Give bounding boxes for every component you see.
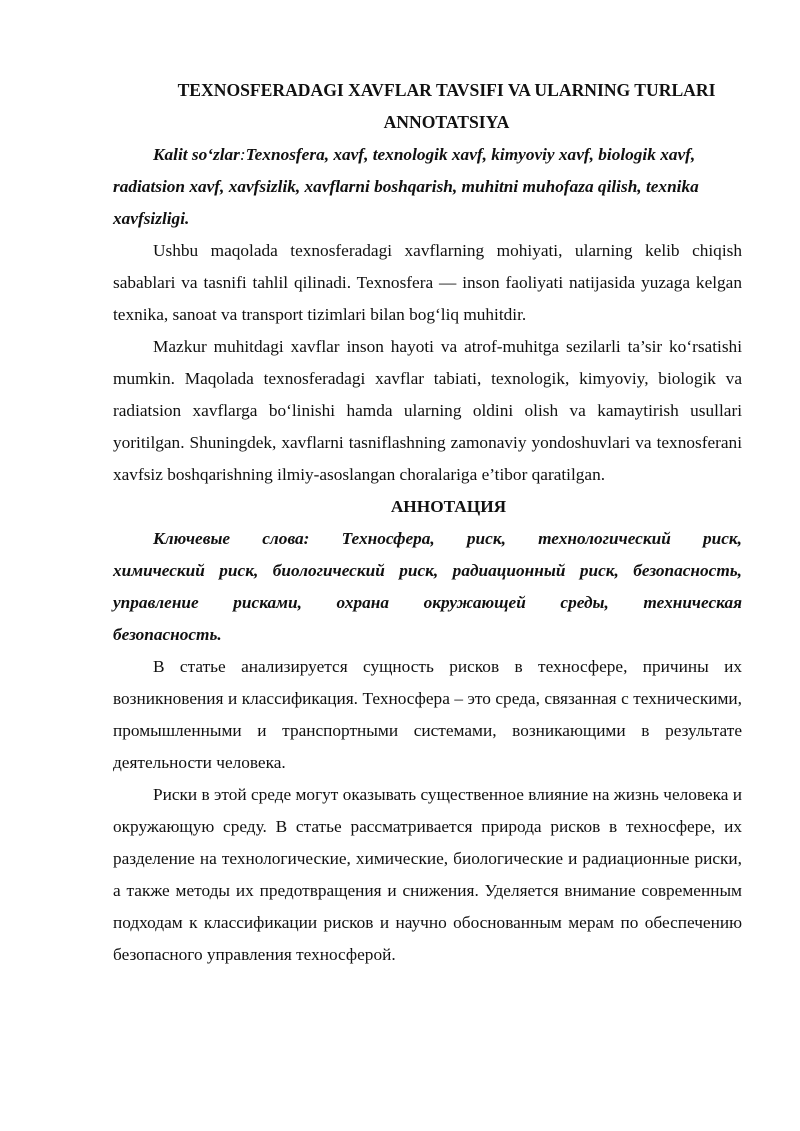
keywords-ru-line-3: управление рисками, охрана окружающей среды, техническая xyxy=(113,593,742,612)
keywords-ru xyxy=(113,523,742,651)
paragraph-uz-2: Mazkur muhitdagi xavflar inson hayoti va atrof-muhitga sezilarli ta’sir ko‘rsatishi mumkin. Maqolada texnosferadagi xavflar tabiati, texnologik, kimyoviy, biologik va radiatsion xavflarga bo‘linishi hamda ularning oldini olish va kamaytirish usullari yoritilgan. Shuningdek, xavflarni tasniflashning zamonaviy yondoshuvlari va texnosferani xavfsiz boshqarishning ilmiy-asoslangan choralariga e’tibor qaratilgan. xyxy=(113,337,742,484)
keywords-ru-line-1: Ключевые слова: Техносфера, риск, технологический риск, xyxy=(153,529,742,548)
keywords-uz xyxy=(113,139,742,235)
keywords-uz-text: Texnosfera, xavf, texnologik xavf, kimyoviy xavf, biologik xavf, radiatsion xavf, xavfsizlik, xavflarni boshqarish, muhitni muhofaza qilish, texnika xavfsizligi. xyxy=(113,145,699,228)
paragraph-ru-1: В статье анализируется сущность рисков в техносфере, причины их возникновения и классификация. Техносфера – это среда, связанная с техническими, промышленными и транспортными системами, возникающими в результате деятельности человека. xyxy=(113,657,742,772)
paragraph-ru-2: Риски в этой среде могут оказывать существенное влияние на жизнь человека и окружающую среду. В статье рассматривается природа рисков в техносфере, их разделение на технологические, химические, биологические и радиационные риски, а также методы их предотвращения и снижения. Уделяется внимание современным подходам к классификации рисков и научно обоснованным мерам по обеспечению безопасного управления техносферой. xyxy=(113,785,742,964)
paragraph-uz-1: Ushbu maqolada texnosferadagi xavflarning mohiyati, ularning kelib chiqish sabablari va tasnifi tahlil qilinadi. Texnosfera — inson faoliyati natijasida yuzaga kelgan texnika, sanoat va transport tizimlari bilan bog‘liq muhitdir. xyxy=(113,241,742,324)
document-content xyxy=(113,74,742,971)
keywords-uz-colon: : xyxy=(239,145,246,164)
keywords-ru-line-2: химический риск, биологический риск, радиационный риск, безопасность, xyxy=(113,561,742,580)
keywords-uz-label: Kalit so‘zlar xyxy=(153,145,240,164)
annotation-heading-ru: АННОТАЦИЯ xyxy=(390,497,507,516)
document-title: TEXNOSFERADAGI XAVFLAR TAVSIFI VA ULARNING TURLARI xyxy=(177,80,716,100)
annotation-heading-uz: ANNOTATSIYA xyxy=(383,112,510,132)
keywords-ru-line-4: безопасность. xyxy=(113,625,222,644)
